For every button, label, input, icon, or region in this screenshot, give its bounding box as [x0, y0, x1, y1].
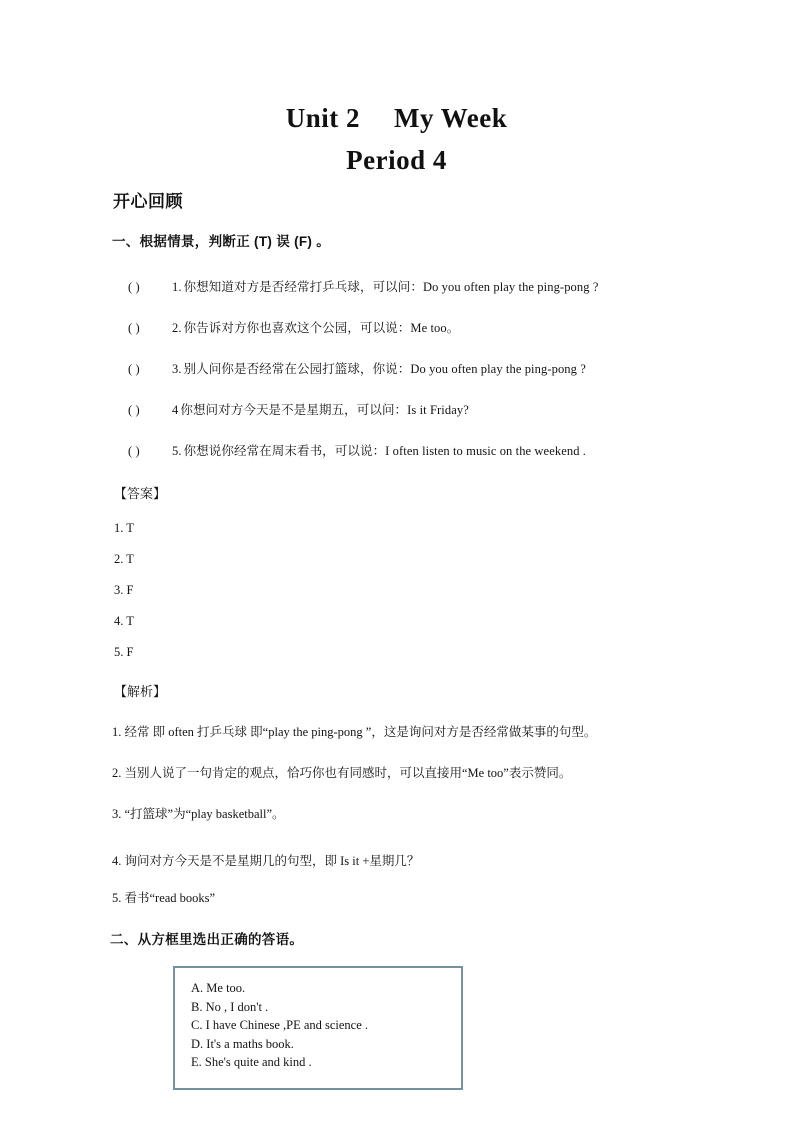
choice-item-c[interactable]: C. I have Chinese ,PE and science .: [191, 1018, 369, 1032]
answer-key-label: 【答案】: [114, 486, 167, 501]
answer-item-5: 5. F: [114, 645, 134, 659]
tf-text-2: 你告诉对方你也喜欢这个公园，可以说：Me too。: [183, 321, 460, 335]
tf-number-2: 2.: [172, 321, 182, 335]
choice-item-e[interactable]: E. She's quite and kind .: [191, 1055, 312, 1069]
choice-item-d[interactable]: D. It's a maths book.: [191, 1036, 294, 1051]
page-title-topic: My Week: [394, 103, 508, 133]
answer-item-2: 2. T: [114, 552, 134, 566]
page-title: [0, 103, 793, 134]
choice-box: [173, 966, 463, 1090]
answer-item-1: 1. T: [114, 521, 134, 535]
answer-item-4: 4. T: [114, 614, 134, 628]
tf-text-5: 你想说你经常在周末看书，可以说：I often listen to music on the weekend .: [183, 444, 587, 458]
tf-number-4: 4: [172, 403, 179, 417]
tf-number-3: 3.: [172, 362, 182, 376]
choice-list: [175, 968, 461, 1072]
choice-item-b[interactable]: B. No , I don't .: [191, 999, 269, 1014]
tf-question-2: [128, 318, 459, 336]
explanation-item-3: 3. “打篮球”为“play basketball”。: [112, 807, 285, 821]
tf-text-3: 别人问你是否经常在公园打篮球，你说：Do you often play the ping-pong ?: [183, 362, 586, 376]
tf-text-4: 你想问对方今天是不是星期五，可以问：Is it Friday?: [180, 403, 469, 417]
page-subtitle: Period 4: [346, 145, 447, 175]
choice-item-a[interactable]: A. Me too.: [191, 981, 246, 995]
tf-question-3: [128, 359, 586, 377]
tf-question-4: [128, 400, 469, 418]
explanation-item-2: 2. 当别人说了一句肯定的观点，恰巧你也有同感时，可以直接用“Me too”表示赞同。: [112, 766, 572, 780]
section-one-heading: 一、根据情景，判断正 (T) 误 (F) 。: [112, 234, 331, 249]
tf-answer-blank-5[interactable]: ( ): [128, 444, 140, 458]
review-section-heading: 开心回顾: [113, 192, 183, 211]
explanation-item-1: 1. 经常 即 often 打乒乓球 即“play the ping-pong ”，这是询问对方是否经常做某事的句型。: [112, 725, 597, 739]
explanation-label: 【解析】: [114, 684, 167, 699]
explanation-item-4: 4. 询问对方今天是不是星期几的句型，即 Is it +星期几？: [112, 854, 420, 868]
tf-answer-blank-4[interactable]: ( ): [128, 403, 140, 417]
tf-answer-blank-3[interactable]: ( ): [128, 362, 140, 376]
tf-number-5: 5.: [172, 444, 182, 458]
page-title-unit: Unit 2: [285, 103, 360, 133]
section-two-heading: 二、从方框里选出正确的答语。: [110, 932, 304, 947]
explanation-item-5: 5. 看书“read books”: [112, 891, 216, 905]
tf-answer-blank-1[interactable]: ( ): [128, 280, 140, 294]
tf-number-1: 1.: [172, 280, 182, 294]
tf-question-1: [128, 277, 598, 295]
tf-question-5: [128, 441, 586, 459]
tf-text-1: 你想知道对方是否经常打乒乓球，可以问：Do you often play the ping-pong ?: [183, 280, 599, 294]
tf-answer-blank-2[interactable]: ( ): [128, 321, 140, 335]
answer-item-3: 3. F: [114, 583, 134, 597]
